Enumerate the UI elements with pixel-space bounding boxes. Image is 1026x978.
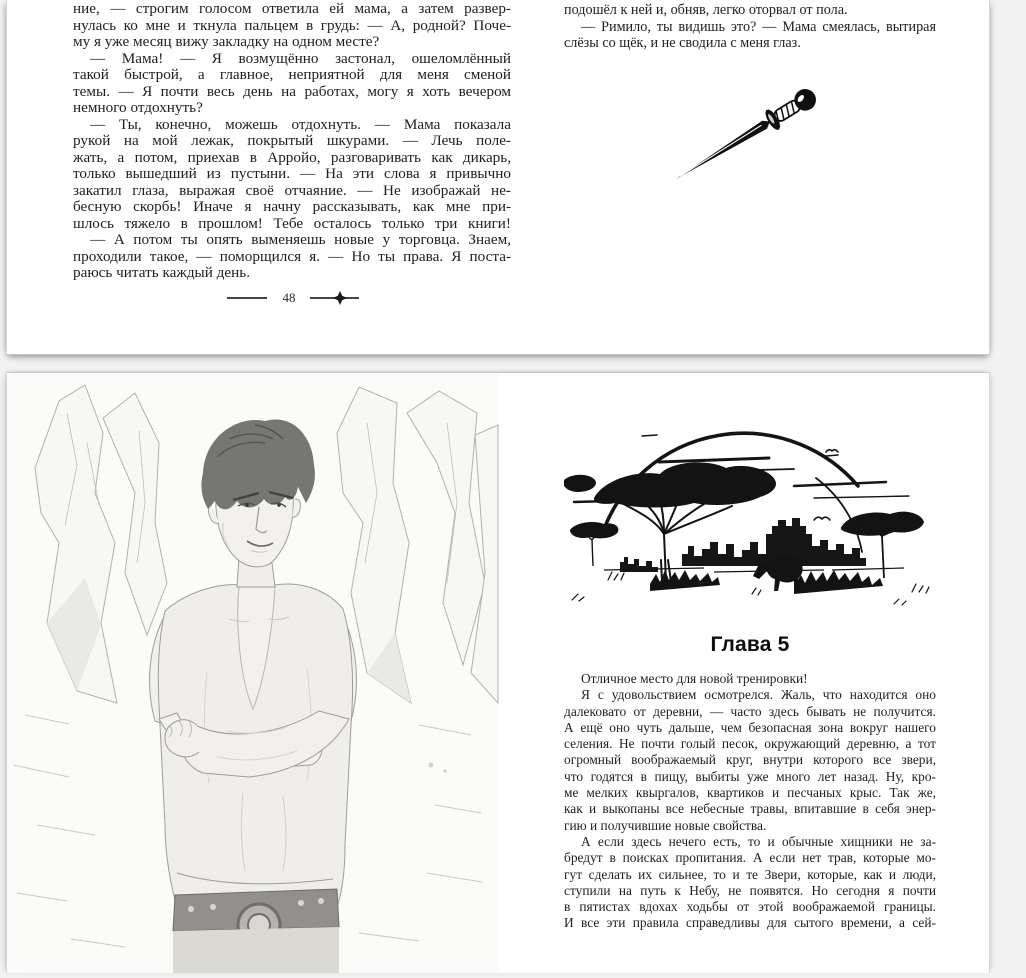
text-line: бредут в поисках пропитания. А если нет трав, которые мо- (564, 850, 936, 866)
text-line: — А потом ты опять выменяешь новые у торговца. Знаем, (90, 232, 511, 248)
text-line: Отличное место для новой тренировки! (581, 671, 808, 686)
young-man-portrait-illustration (7, 373, 499, 973)
text-line: закатил глаза, выражая своё отчаяние. — Не изображай не- (73, 182, 511, 199)
text-line: ме мелких квыргалов, квартиков и песчаных крыс. Так же, (564, 785, 936, 801)
text-line: что годятся в пищу, выбиты уже много лет назад. Ну, кро- (564, 768, 936, 784)
text-line: гию и получившие новые свойства. (564, 817, 767, 833)
chapter-heading: Глава 5 (710, 633, 790, 656)
text-line: слёзы со щёк, и не сводила с меня глаз. (564, 35, 801, 51)
page-number: 48 (282, 290, 296, 305)
text-line: шлось тяжело в прошлом! Тебе осталось только три книги! (73, 215, 511, 232)
text-line: бесную скорбь! Иначе я начну рассказывать, как мне при- (73, 199, 511, 215)
text-line: А если здесь нечего есть, то и обычные хищники не за- (581, 833, 936, 849)
text-line: гут сделать их сильнее, то и те Звери, которые, как и люди, (564, 866, 936, 882)
text-line: проходили такое, — поморщился я. — Но ты права. Я поста- (73, 248, 511, 265)
book-spread-top (6, 0, 990, 355)
text-line: нулась ко мне и ткнула пальцем в грудь: — А, родной? Поче- (73, 17, 511, 34)
footer-rule-star-icon (309, 290, 361, 306)
text-line: только вышедший из пустыни. — На эти слова я привычно (73, 166, 511, 182)
page-number-footer (73, 290, 511, 306)
text-line: А ещё оно чуть дальше, чем безопасная зона вокруг нашего (564, 719, 936, 735)
page-48-text-column (73, 1, 511, 282)
text-line: огромный воображаемый круг, внутри которого все звери, (564, 752, 936, 768)
text-line: — Римило, ты видишь это? — Мама смеялась, вытирая (581, 18, 936, 35)
savanna-illustration (564, 414, 936, 610)
portrait-page (7, 373, 499, 973)
text-line: — Ты, конечно, можешь отдохнуть. — Мама показала (90, 116, 511, 133)
text-line: И все эти правила справедливы для сытого времени, а сей- (564, 915, 936, 931)
text-line: Я с удовольствием осмотрелся. Жаль, что находится оно (581, 687, 936, 703)
text-line: далековато от деревни, — часто здесь бывать не получится. (564, 703, 936, 719)
text-line: темы. — Я почти весь день на работах, могу я хоть вечером (73, 83, 511, 100)
text-line: такой быстрой, а главное, неприятной для меня сменой (73, 67, 511, 83)
text-line: рукой на мой лежак, покрытый шкурами. — Лечь поле- (73, 133, 511, 149)
text-line: — Мама! — Я возмущённо застонал, ошеломлённый (90, 50, 511, 67)
text-line: как и выкопаны все небесные травы, впитавшие в себя энер- (564, 801, 936, 817)
footer-rule-left-icon (224, 291, 270, 305)
chapter-5-text-column (564, 671, 936, 932)
page-49-text-column (564, 2, 936, 52)
text-line: в пятистах вдохах ходьбы от этой воображаемой границы. (564, 899, 936, 915)
text-line: раюсь читать каждый день. (73, 265, 250, 281)
text-line: немного отдохнуть? (73, 100, 203, 116)
text-line: ние, — строгим голосом ответила ей мама, а затем развер- (73, 1, 511, 17)
text-line: подошёл к ней и, обняв, легко оторвал от пола. (564, 2, 848, 18)
text-line: селения. Не почти голый песок, окружающий деревню, а тот (564, 736, 936, 752)
book-spread-bottom (6, 372, 990, 973)
text-line: му я уже месяц вижу закладку на одном месте? (73, 34, 380, 50)
text-line: жать, а потом, приехав в Арройо, разговаривать как дикарь, (73, 149, 511, 166)
dagger-illustration (661, 82, 843, 186)
text-line: ступили на путь к Небу, не появятся. Но сегодня я почти (564, 882, 936, 898)
